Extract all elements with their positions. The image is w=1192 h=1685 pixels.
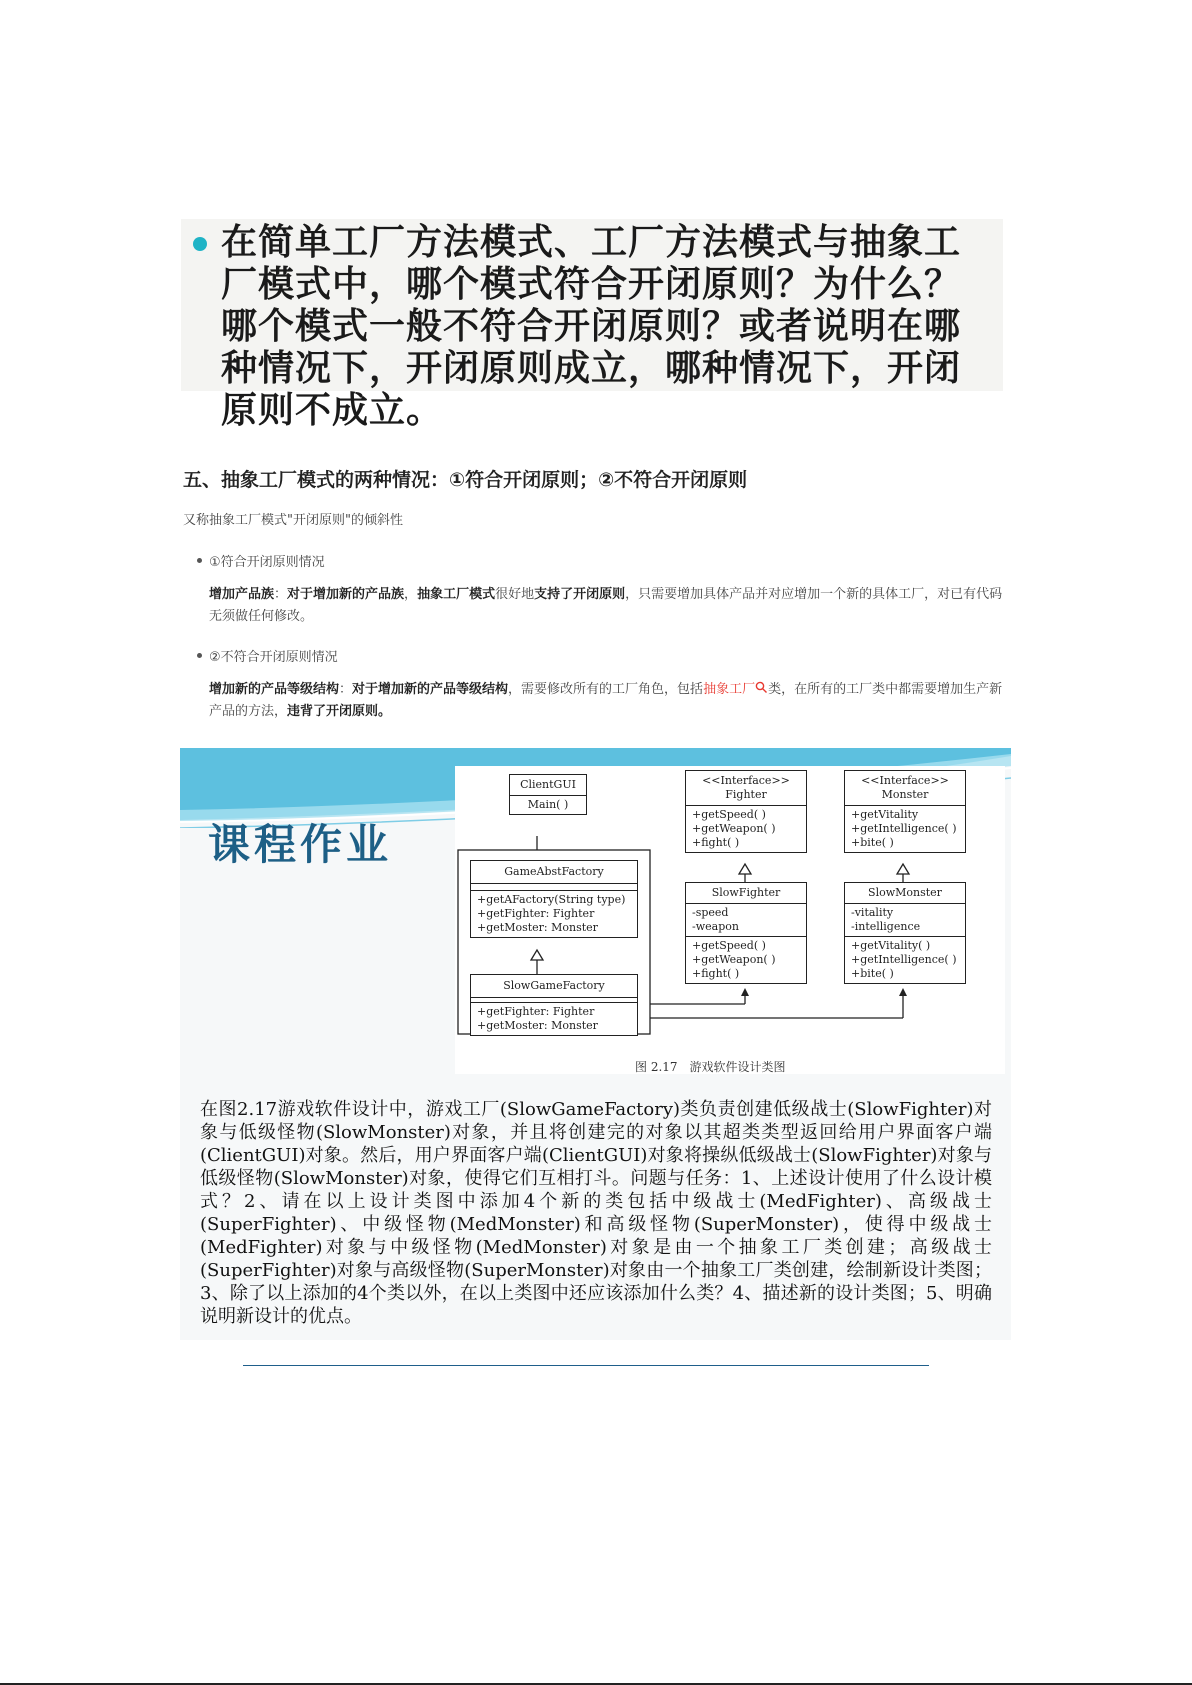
list-item-title-2: ②不符合开闭原则情况 (209, 650, 338, 665)
class-name: SlowFighter (686, 883, 806, 904)
slide-homework (180, 748, 1011, 1340)
method: +getWeapon( ) (692, 953, 776, 966)
uml-class-slowmonster (844, 882, 966, 984)
method: +getFighter: Fighter (477, 907, 595, 920)
text: ， (404, 587, 418, 602)
keyword-link[interactable]: 抽象工厂 (703, 682, 756, 697)
text-bold: 增加新的产品等级结构 (209, 682, 340, 697)
homework-body: 在图2.17游戏软件设计中，游戏工厂(SlowGameFactory)类负责创建低级战士(SlowFighter)对象与低级怪物(SlowMonster)对象，并且将创建完的对象以其超类类型返回给用户界面客户端(ClientGUI)对象。然后，用户界面客户端(ClientGUI)对象将操纵低级战士(SlowFighter)对象与低级怪物(SlowMonster)对象，使得它们互相打斗。问题与任务：1、上述设计使用了什么设计模式？2、请在以上设计类图中添加4个新的类包括中级战士(MedFighter)、高级战士(SuperFighter)、中级怪物(MedMonster)和高级怪物(SuperMonster)，使得中级战士(MedFighter)对象与中级怪物(MedMonster)对象是由一个抽象工厂类创建；高级战士(SuperFighter)对象与高级怪物(SuperMonster)对象由一个抽象工厂类创建，绘制新设计类图；3、除了以上添加的4个类以外，在以上类图中还应该添加什么类？4、描述新的设计类图；5、明确说明新设计的优点。 (200, 1099, 992, 1327)
text: 很好地 (495, 587, 535, 602)
list-bullet (197, 558, 202, 563)
text: ： (274, 587, 288, 602)
attribute: -intelligence (851, 920, 921, 933)
section-heading: 五、抽象工厂模式的两种情况：①符合开闭原则；②不符合开闭原则 (183, 469, 748, 491)
class-methods (686, 937, 806, 983)
method: +bite( ) (851, 836, 894, 849)
class-attributes (845, 904, 965, 937)
class-attributes (686, 904, 806, 937)
method: +getWeapon( ) (692, 822, 776, 835)
class-methods (471, 891, 637, 937)
uml-class-clientgui (509, 774, 587, 815)
attribute: -weapon (692, 920, 739, 933)
interface-header (686, 771, 806, 806)
uml-interface-fighter (685, 770, 807, 853)
text: ： (339, 682, 353, 697)
attribute: -vitality (851, 906, 894, 919)
stereotype: <<Interface>> (702, 774, 790, 787)
method: +getSpeed( ) (692, 939, 766, 952)
method: +getSpeed( ) (692, 808, 766, 821)
interface-header (845, 771, 965, 806)
class-name: GameAbstFactory (471, 861, 637, 884)
uml-class-slowgamefactory (470, 974, 638, 1036)
uml-class-slowfighter (685, 882, 807, 984)
class-name: ClientGUI (510, 775, 586, 796)
divider-line (243, 1365, 929, 1366)
figure-caption: 图 2.17 游戏软件设计类图 (635, 1060, 786, 1074)
method: +fight( ) (692, 967, 740, 980)
text-bold: 抽象工厂模式 (417, 587, 496, 602)
class-name: SlowMonster (845, 883, 965, 904)
method: +bite( ) (851, 967, 894, 980)
method: +getIntelligence( ) (851, 822, 957, 835)
homework-title: 课程作业 (208, 820, 393, 869)
attribute: -speed (692, 906, 729, 919)
method: +fight( ) (692, 836, 740, 849)
method: +getMoster: Monster (477, 921, 598, 934)
list-item-paragraph-2 (209, 679, 1009, 723)
question-text: 在简单工厂方法模式、工厂方法模式与抽象工厂模式中，哪个模式符合开闭原则？为什么？哪个模式一般不符合开闭原则？或者说明在哪种情况下，开闭原则成立，哪种情况下，开闭原则不成立。 (221, 221, 962, 431)
class-diagram (455, 766, 1005, 1074)
class-attributes (471, 884, 637, 891)
method: +getMoster: Monster (477, 1019, 598, 1032)
list-bullet (197, 653, 202, 658)
text: ，只需要增加具体产品并对应增加一个新的具体工厂，对已有代码无须做任何修改。 (209, 587, 1003, 624)
search-icon[interactable] (755, 681, 768, 694)
list-item-paragraph-1 (209, 584, 1009, 628)
text-bold: 支持了开闭原则 (534, 587, 626, 602)
stereotype: <<Interface>> (861, 774, 949, 787)
class-name: Fighter (725, 788, 767, 801)
uml-class-gameabstfactory (470, 860, 638, 938)
method: +getIntelligence( ) (851, 953, 957, 966)
text-bold: 对于增加新的产品族 (287, 587, 405, 602)
class-name: Monster (881, 788, 929, 801)
list-item-title-1: ①符合开闭原则情况 (209, 555, 325, 570)
method: +getVitality( ) (851, 939, 931, 952)
text-bold: 违背了开闭原则。 (287, 704, 392, 719)
method: +getAFactory(String type) (477, 893, 626, 906)
class-method: Main( ) (527, 798, 569, 811)
class-methods (471, 1003, 637, 1035)
text: ，需要修改所有的工厂角色，包括 (508, 682, 704, 697)
class-methods (845, 806, 965, 852)
text-bold: 增加产品族 (209, 587, 275, 602)
section-subtitle: 又称抽象工厂模式"开闭原则"的倾斜性 (183, 513, 403, 528)
class-name: SlowGameFactory (471, 975, 637, 998)
class-methods (686, 806, 806, 852)
uml-interface-monster (844, 770, 966, 853)
slide-question (181, 219, 1003, 431)
method: +getFighter: Fighter (477, 1005, 595, 1018)
text: 类，在所有的工厂类中都需要增加生产新产品的方法， (209, 682, 1003, 719)
text-bold: 对于增加新的产品等级结构 (352, 682, 509, 697)
class-methods (845, 937, 965, 983)
method: +getVitality (851, 808, 919, 821)
bullet-dot (193, 237, 207, 251)
